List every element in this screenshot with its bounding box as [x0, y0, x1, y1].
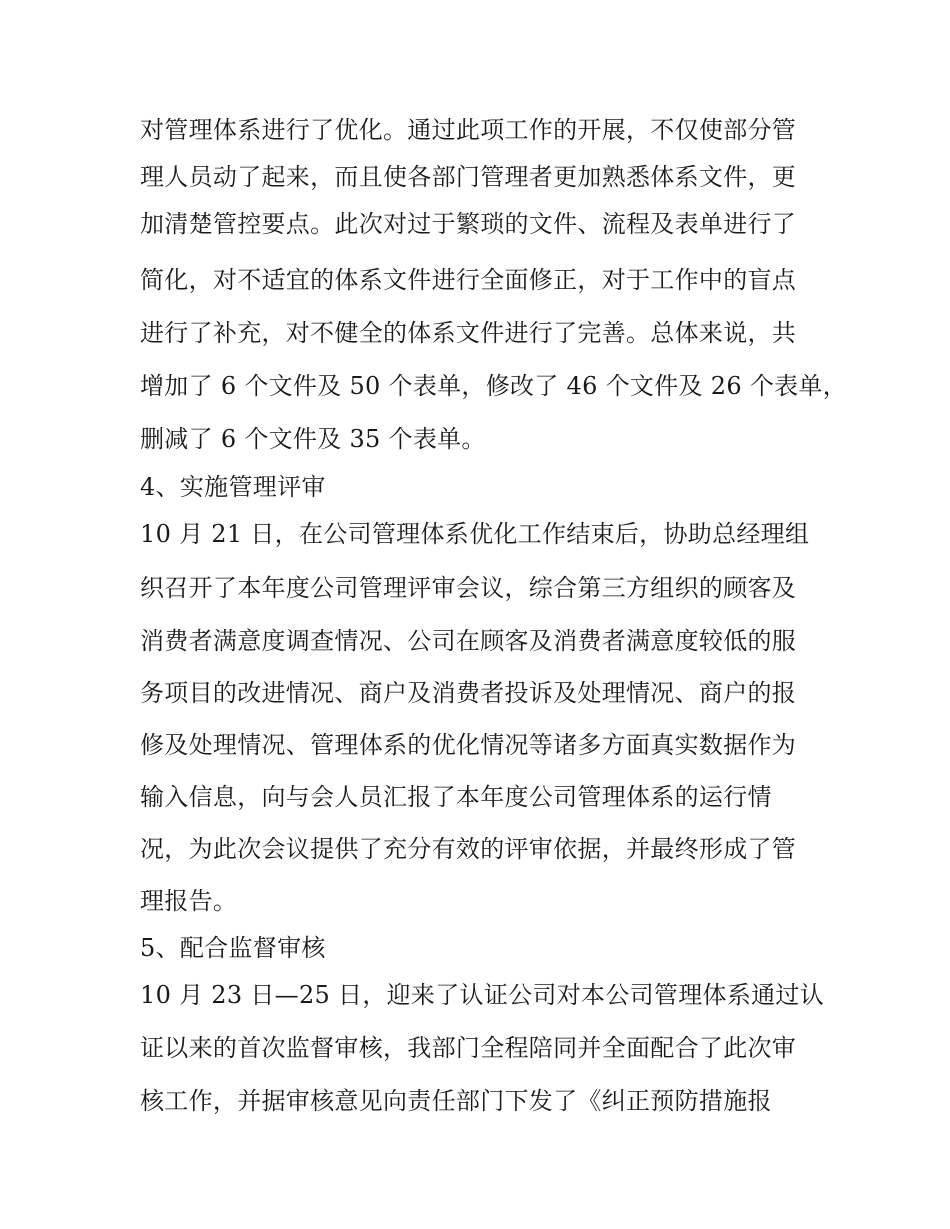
paragraph-line: 修及处理情况、管理体系的优化情况等诸多方面真实数据作为 [140, 731, 797, 759]
paragraph-line: 理报告。 [140, 887, 238, 915]
paragraph-line: 输入信息，向与会人员汇报了本年度公司管理体系的运行情 [140, 783, 772, 811]
paragraph-line: 况，为此次会议提供了充分有效的评审依据，并最终形成了管 [140, 835, 797, 863]
paragraph-line: 理人员动了起来，而且使各部门管理者更加熟悉体系文件，更 [140, 163, 797, 191]
paragraph-line: 证以来的首次监督审核，我部门全程陪同并全面配合了此次审 [140, 1034, 797, 1062]
paragraph-line: 删减了 6 个文件及 35 个表单。 [140, 425, 486, 453]
paragraph-line: 消费者满意度调查情况、公司在顾客及消费者满意度较低的服 [140, 627, 797, 655]
paragraph-line: 10 月 21 日，在公司管理体系优化工作结束后，协助总经理组 [140, 520, 810, 548]
section-heading: 4、实施管理评审 [140, 473, 326, 501]
paragraph-line: 进行了补充，对不健全的体系文件进行了完善。总体来说，共 [140, 319, 797, 347]
paragraph-line: 织召开了本年度公司管理评审会议，综合第三方组织的顾客及 [140, 574, 797, 602]
paragraph-line: 加清楚管控要点。此次对过于繁琐的文件、流程及表单进行了 [140, 210, 797, 238]
section-heading: 5、配合监督审核 [140, 934, 326, 962]
paragraph-line: 简化，对不适宜的体系文件进行全面修正，对于工作中的盲点 [140, 266, 797, 294]
paragraph-line: 核工作，并据审核意见向责任部门下发了《纠正预防措施报 [140, 1087, 772, 1115]
paragraph-line: 10 月 23 日—25 日，迎来了认证公司对本公司管理体系通过认 [140, 981, 825, 1009]
paragraph-line: 对管理体系进行了优化。通过此项工作的开展，不仅使部分管 [140, 116, 797, 144]
paragraph-line: 务项目的改进情况、商户及消费者投诉及处理情况、商户的报 [140, 679, 797, 707]
paragraph-line: 增加了 6 个文件及 50 个表单，修改了 46 个文件及 26 个表单， [140, 372, 848, 400]
